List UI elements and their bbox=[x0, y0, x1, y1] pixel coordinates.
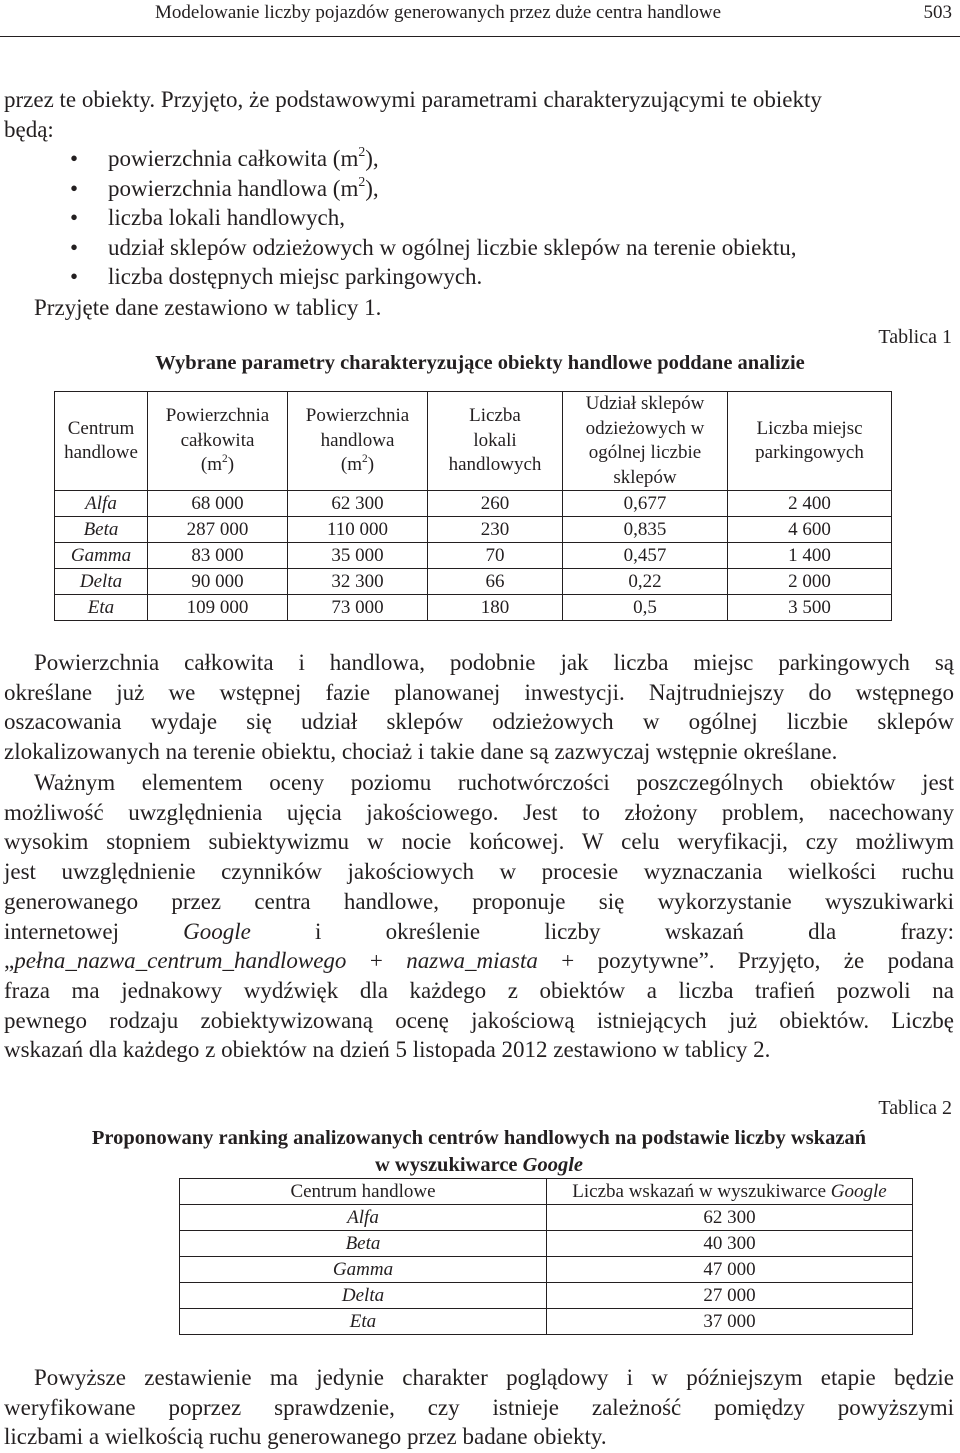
text-line: zlokalizowanych na terenie obiektu, chociaż i takie dane są zazwyczaj wstępnie określane. bbox=[4, 739, 838, 765]
text-line: oszacowania wydaje się udział sklepów odzieżowych w ogólnej liczbie sklepów bbox=[4, 709, 954, 735]
list-item bbox=[70, 233, 797, 263]
table-cell: 62 300 bbox=[547, 1205, 913, 1231]
text-line: Powierzchnia całkowita i handlowa, podobnie jak liczba miejsc parkingowych są bbox=[34, 650, 954, 675]
table-cell: Gamma bbox=[180, 1257, 547, 1283]
intro-paragraph bbox=[4, 85, 954, 144]
column-header-units bbox=[428, 392, 563, 491]
table-row bbox=[55, 491, 892, 517]
table-cell: 70 bbox=[428, 543, 563, 569]
table-row bbox=[55, 569, 892, 595]
running-header bbox=[0, 0, 960, 37]
table-row bbox=[180, 1205, 913, 1231]
header-line: odzieżowych w bbox=[585, 417, 705, 439]
table-cell: 1 400 bbox=[728, 543, 892, 569]
page-number: 503 bbox=[923, 2, 952, 23]
table-row bbox=[180, 1283, 913, 1309]
table-cell: 4 600 bbox=[728, 517, 892, 543]
table-cell: 0,5 bbox=[563, 595, 728, 621]
header-line: Liczba miejsc bbox=[756, 417, 863, 439]
header-line: Udział sklepów bbox=[585, 393, 705, 414]
table-cell: 230 bbox=[428, 517, 563, 543]
text-line: będą: bbox=[4, 116, 54, 142]
table-cell: 3 500 bbox=[728, 595, 892, 621]
table-cell: 260 bbox=[428, 491, 563, 517]
table-cell: 0,835 bbox=[563, 517, 728, 543]
table2-title bbox=[4, 1125, 954, 1179]
table-cell: Delta bbox=[180, 1283, 547, 1309]
text-line: weryfikowane poprzez sprawdzenie, czy istnieje zależność pomiędzy powyższymi bbox=[4, 1394, 954, 1420]
header-line: lokali bbox=[473, 429, 517, 451]
header-line: całkowita bbox=[180, 429, 255, 451]
table1-number: Tablica 1 bbox=[878, 326, 952, 348]
text-line bbox=[4, 946, 954, 976]
column-header-centrum: Centrum handlowe bbox=[180, 1179, 547, 1205]
table-cell: 0,677 bbox=[563, 491, 728, 517]
header-line: parkingowych bbox=[755, 442, 864, 463]
text-line: wysokim stopniem subiektywizmu w nocie końcowej. W celu weryfikacji, czy możliwym bbox=[4, 829, 954, 855]
header-line: handlowa bbox=[320, 429, 395, 451]
table-cell: 66 bbox=[428, 569, 563, 595]
table-cell: 47 000 bbox=[547, 1257, 913, 1283]
text-line: jest uwzględnienie czynników jakościowych w procesie wyznaczania wielkości ruchu bbox=[4, 859, 954, 885]
parameter-list bbox=[70, 144, 797, 292]
text-line: możliwość uwzględnienia ujęcia jakościowego. Jest to złożony problem, nacechowany bbox=[4, 799, 954, 825]
superscript: 2 bbox=[362, 452, 368, 465]
text-span: i określenie liczby wskazań dla frazy: bbox=[250, 918, 954, 944]
list-item-text: ), bbox=[365, 146, 379, 171]
table-cell: 37 000 bbox=[547, 1309, 913, 1335]
list-item-text: udział sklepów odzieżowych w ogólnej liczbie sklepów na terenie obiektu, bbox=[108, 234, 797, 260]
text-span: w wyszukiwarce bbox=[374, 1154, 523, 1176]
bullet-icon: • bbox=[70, 146, 79, 171]
table-cell: Alfa bbox=[180, 1205, 547, 1231]
text-line: liczbami a wielkością ruchu generowanego przez badane obiekty. bbox=[4, 1424, 607, 1450]
bullet-icon: • bbox=[70, 264, 79, 290]
table-row bbox=[55, 517, 892, 543]
unit-text: ) bbox=[367, 454, 375, 476]
table-cell: 110 000 bbox=[288, 517, 428, 543]
table-cell: 68 000 bbox=[148, 491, 288, 517]
text-span: internetowej bbox=[4, 918, 184, 944]
table-cell: Beta bbox=[180, 1231, 547, 1257]
table-cell: 90 000 bbox=[148, 569, 288, 595]
text-span: + bbox=[346, 948, 407, 974]
running-title: Modelowanie liczby pojazdów generowanych przez duże centra handlowe bbox=[155, 2, 722, 23]
paragraph-2 bbox=[4, 768, 954, 1065]
table-cell: 2 000 bbox=[728, 569, 892, 595]
text-span: Liczba wskazań w wyszukiwarce bbox=[572, 1181, 831, 1202]
header-line bbox=[148, 453, 287, 478]
text-span: Google bbox=[183, 918, 251, 944]
table-cell: 40 300 bbox=[547, 1231, 913, 1257]
text-span: pełna_nazwa_centrum_handlowego bbox=[14, 948, 347, 974]
text-span: Google bbox=[830, 1181, 887, 1202]
list-item bbox=[70, 144, 797, 174]
table-cell: Eta bbox=[55, 595, 148, 621]
table-cell: 2 400 bbox=[728, 491, 892, 517]
list-item-text: liczba dostępnych miejsc parkingowych. bbox=[108, 264, 483, 290]
header-line: Liczba bbox=[469, 405, 521, 427]
parameters-table bbox=[54, 391, 892, 621]
table-cell: 287 000 bbox=[148, 517, 288, 543]
text-line: Przyjęte dane zestawiono w tablicy 1. bbox=[34, 295, 382, 320]
text-line: określane już we wstępnej fazie planowanej inwestycji. Najtrudniejszy do wstępnego bbox=[4, 679, 954, 705]
table-cell: 0,457 bbox=[563, 543, 728, 569]
text-line: Powyższe zestawienie ma jedynie charakter poglądowy i w późniejszym etapie będzie bbox=[34, 1365, 954, 1390]
text-line: fraza ma jednakowy wydźwięk dla każdego z obiektów a liczba trafień pozwoli na bbox=[4, 977, 954, 1003]
text-line: pewnego rodzaju zobiektywizowaną ocenę jakościową istniejących już obiektów. Liczbę bbox=[4, 1007, 954, 1033]
text-line: wskazań dla każdego z obiektów na dzień 5 listopada 2012 zestawiono w tablicy 2. bbox=[4, 1037, 771, 1063]
list-item-text: liczba lokali handlowych, bbox=[108, 205, 345, 231]
table2-number: Tablica 2 bbox=[878, 1097, 952, 1119]
table1-title: Wybrane parametry charakteryzujące obiekty handlowe poddane analizie bbox=[155, 352, 805, 374]
list-item-text: powierzchnia całkowita (m bbox=[108, 146, 359, 171]
table-row bbox=[55, 595, 892, 621]
text-line: Ważnym elementem oceny poziomu ruchotwórczości poszczególnych obiektów jest bbox=[34, 770, 954, 795]
table-cell: 27 000 bbox=[547, 1283, 913, 1309]
list-item bbox=[70, 174, 797, 204]
bullet-icon: • bbox=[70, 205, 79, 231]
table-row bbox=[180, 1309, 913, 1335]
table-cell: 180 bbox=[428, 595, 563, 621]
list-item bbox=[70, 262, 797, 292]
text-line bbox=[4, 917, 954, 947]
bullet-icon: • bbox=[70, 175, 79, 201]
header-line: handlowe bbox=[64, 442, 138, 463]
ranking-table bbox=[179, 1178, 913, 1335]
superscript: 2 bbox=[358, 173, 366, 189]
table-cell: Eta bbox=[180, 1309, 547, 1335]
header-line: sklepów bbox=[613, 466, 677, 488]
column-header-total-area bbox=[148, 392, 288, 491]
table-cell: 32 300 bbox=[288, 569, 428, 595]
column-header-centrum bbox=[55, 392, 148, 491]
list-item-text: powierzchnia handlowa (m bbox=[108, 175, 359, 201]
table-row bbox=[180, 1231, 913, 1257]
list-item-text: ), bbox=[365, 175, 379, 201]
title-line bbox=[4, 1152, 954, 1179]
header-line: handlowych bbox=[448, 454, 542, 476]
table-cell: 73 000 bbox=[288, 595, 428, 621]
header-line: Powierzchnia bbox=[305, 405, 410, 427]
header-line bbox=[288, 453, 427, 478]
table-cell: Alfa bbox=[55, 491, 148, 517]
table-cell: 83 000 bbox=[148, 543, 288, 569]
text-line: generowanego przez centra handlowe, proponuje się wykorzystanie wyszukiwarki bbox=[4, 888, 954, 914]
header-line: Powierzchnia bbox=[165, 405, 270, 427]
paragraph-1 bbox=[4, 648, 954, 767]
list-item bbox=[70, 203, 797, 233]
table-cell: 109 000 bbox=[148, 595, 288, 621]
header-line: ogólnej liczbie bbox=[588, 442, 702, 463]
superscript: 2 bbox=[358, 143, 366, 159]
table-cell: 35 000 bbox=[288, 543, 428, 569]
paragraph-3 bbox=[4, 1363, 954, 1452]
superscript: 2 bbox=[222, 452, 228, 465]
unit-text: ) bbox=[227, 454, 235, 476]
table-cell: 62 300 bbox=[288, 491, 428, 517]
bullet-icon: • bbox=[70, 234, 79, 260]
text-span: + pozytywne”. Przyjęto, że podana bbox=[537, 948, 954, 974]
table-header-row bbox=[55, 392, 892, 491]
unit-text: (m bbox=[340, 454, 363, 476]
unit-text: (m bbox=[200, 454, 223, 476]
table-cell: Delta bbox=[55, 569, 148, 595]
table-cell: 0,22 bbox=[563, 569, 728, 595]
table-row bbox=[180, 1257, 913, 1283]
text-span: Google bbox=[522, 1154, 584, 1176]
column-header-retail-area bbox=[288, 392, 428, 491]
column-header-clothing-share bbox=[563, 392, 728, 491]
text-span: nazwa_miasta bbox=[406, 948, 538, 974]
table-row bbox=[55, 543, 892, 569]
header-line: Centrum bbox=[67, 417, 135, 439]
title-line: Proponowany ranking analizowanych centrów handlowych na podstawie liczby wskazań bbox=[91, 1127, 867, 1149]
column-header-hits bbox=[547, 1179, 913, 1205]
table-cell: Gamma bbox=[55, 543, 148, 569]
text-span: „ bbox=[4, 948, 15, 974]
table-header-row bbox=[180, 1179, 913, 1205]
column-header-parking bbox=[728, 392, 892, 491]
table-cell: Beta bbox=[55, 517, 148, 543]
text-line: przez te obiekty. Przyjęto, że podstawowymi parametrami charakteryzującymi te obiekty bbox=[4, 87, 822, 112]
